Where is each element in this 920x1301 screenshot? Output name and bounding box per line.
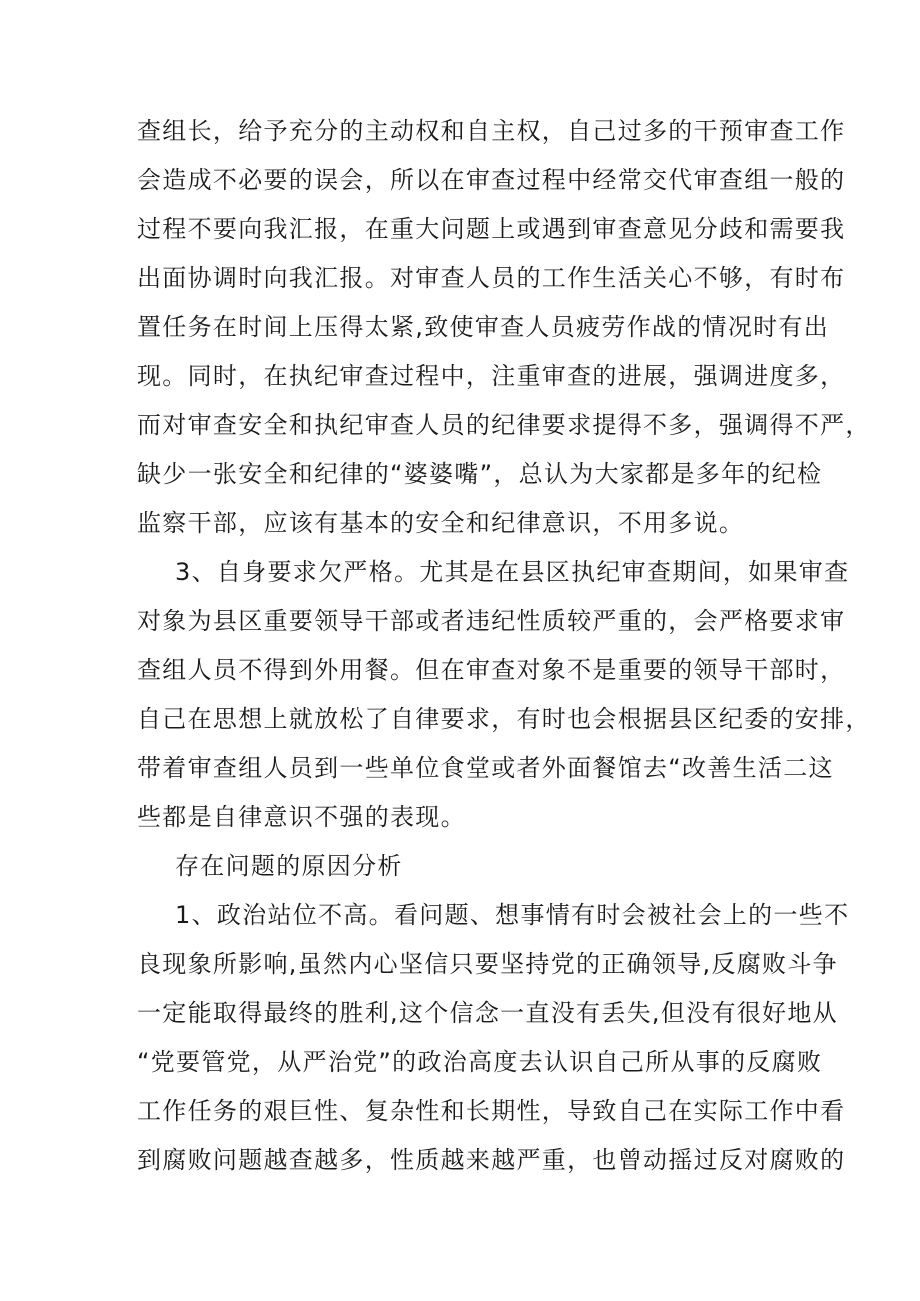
text-line: 些都是自律意识不强的表现。 xyxy=(137,803,466,831)
text-line: 缺少一张安全和纪律的“婆婆嘴”，总认为大家都是多年的纪检 xyxy=(137,460,823,488)
text-line: 带着审查组人员到一些单位食堂或者外面餐馆去“改善生活二这 xyxy=(137,754,834,782)
text-line: 工作任务的艰巨性、复杂性和长期性，导致自己在实际工作中看 xyxy=(137,1097,846,1125)
text-line: 而对审查安全和执纪审查人员的纪律要求提得不多，强调得不严， xyxy=(137,411,871,439)
text-line: 3、自身要求欠严格。尤其是在县区执纪审查期间，如果审查 xyxy=(175,558,850,586)
text-line: 监察干部，应该有基本的安全和纪律意识，不用多说。 xyxy=(137,509,745,537)
section-heading: 存在问题的原因分析 xyxy=(175,852,403,880)
text-line: 查组长，给予充分的主动权和自主权，自己过多的干预审查工作 xyxy=(137,117,846,145)
text-line: 查组人员不得到外用餐。但在审查对象不是重要的领导干部时， xyxy=(137,656,846,684)
text-line: 1、政治站位不高。看问题、想事情有时会被社会上的一些不 xyxy=(175,901,850,929)
text-line: 现。同时，在执纪审查过程中，注重审查的进展，强调进度多， xyxy=(137,362,846,390)
text-line: 一定能取得最终的胜利,这个信念一直没有丢失,但没有很好地从 xyxy=(137,999,838,1027)
text-line: 自己在思想上就放松了自律要求，有时也会根据县区纪委的安排， xyxy=(137,705,871,733)
text-line: 会造成不必要的误会，所以在审查过程中经常交代审查组一般的 xyxy=(137,166,846,194)
text-line: 到腐败问题越查越多，性质越来越严重，也曾动摇过反对腐败的 xyxy=(137,1146,846,1174)
text-line: 对象为县区重要领导干部或者违纪性质较严重的，会严格要求审 xyxy=(137,607,846,635)
text-line: 良现象所影响,虽然内心坚信只要坚持党的正确领导,反腐败斗争 xyxy=(137,950,838,978)
text-line: 出面协调时向我汇报。对审查人员的工作生活关心不够，有时布 xyxy=(137,264,846,292)
text-line: 过程不要向我汇报，在重大问题上或遇到审查意见分歧和需要我 xyxy=(137,215,846,243)
text-line: “党要管党，从严治党”的政治高度去认识自己所从事的反腐败 xyxy=(137,1048,823,1076)
text-line: 置任务在时间上压得太紧,致使审查人员疲劳作战的情况时有出 xyxy=(137,313,830,341)
